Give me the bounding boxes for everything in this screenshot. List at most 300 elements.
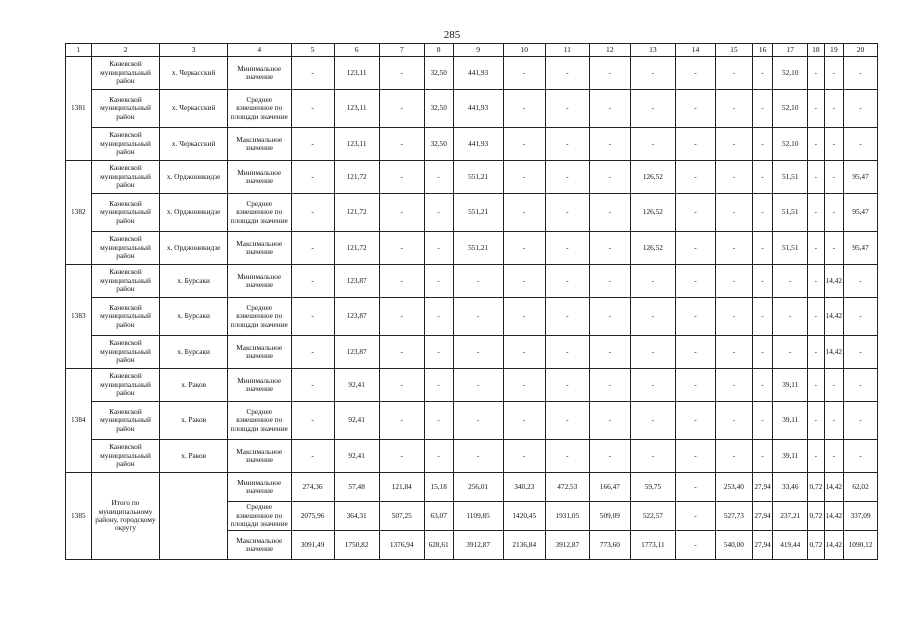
table-cell: - xyxy=(808,90,824,128)
table-cell: - xyxy=(291,265,334,298)
table-cell: - xyxy=(844,90,878,128)
table-cell: - xyxy=(545,57,589,90)
table-cell: 253,40 xyxy=(715,473,752,502)
table-cell: 123,11 xyxy=(334,57,379,90)
table-cell: 51,51 xyxy=(773,161,808,194)
header-cell: 5 xyxy=(291,44,334,57)
table-cell: 0,72 xyxy=(808,502,824,531)
table-cell: х. Черкасский xyxy=(160,128,228,161)
table-cell: - xyxy=(291,402,334,440)
table-cell: 256,01 xyxy=(453,473,503,502)
table-cell: - xyxy=(715,265,752,298)
header-cell: 4 xyxy=(227,44,291,57)
table-cell: - xyxy=(824,57,843,90)
table-cell: 441,93 xyxy=(453,90,503,128)
table-cell: 14,42 xyxy=(824,531,843,560)
table-cell: - xyxy=(589,369,630,402)
table-cell: - xyxy=(808,57,824,90)
table-cell: Каневской муниципальный район xyxy=(91,298,160,336)
table-cell: 2075,96 xyxy=(291,502,334,531)
table-cell: - xyxy=(545,369,589,402)
table-cell: - xyxy=(844,298,878,336)
header-cell: 3 xyxy=(160,44,228,57)
table-cell: - xyxy=(589,298,630,336)
table-cell: - xyxy=(379,128,424,161)
table-cell: - xyxy=(844,369,878,402)
table-cell: - xyxy=(503,336,545,369)
table-cell: - xyxy=(752,128,773,161)
table-cell: 126,52 xyxy=(630,194,675,232)
table-cell: - xyxy=(675,128,715,161)
table-cell: х. Раков xyxy=(160,402,228,440)
table-cell: - xyxy=(675,90,715,128)
table-cell: - xyxy=(545,440,589,473)
table-cell: 27,94 xyxy=(752,502,773,531)
table-cell: х. Бурсаки xyxy=(160,336,228,369)
table-cell: 123,87 xyxy=(334,298,379,336)
table-cell: - xyxy=(752,232,773,265)
table-cell: Среднее взвешенное по площади значение xyxy=(227,194,291,232)
table-cell: - xyxy=(715,194,752,232)
table-cell: - xyxy=(503,90,545,128)
table-cell: - xyxy=(752,336,773,369)
table-cell: 3912,87 xyxy=(545,531,589,560)
table-cell: 39,11 xyxy=(773,440,808,473)
table-cell: 95,47 xyxy=(844,232,878,265)
table-cell: х. Черкасский xyxy=(160,90,228,128)
table-cell: Максимальное значение xyxy=(227,232,291,265)
table-cell: - xyxy=(675,473,715,502)
table-cell: - xyxy=(752,90,773,128)
table-cell: - xyxy=(675,531,715,560)
table-row xyxy=(66,90,878,128)
table-cell: - xyxy=(453,402,503,440)
table-cell: - xyxy=(545,161,589,194)
table-cell: - xyxy=(424,440,453,473)
table-cell: - xyxy=(630,57,675,90)
table-cell: х. Раков xyxy=(160,440,228,473)
table-cell: - xyxy=(379,57,424,90)
table-cell: - xyxy=(715,336,752,369)
table-cell: - xyxy=(379,440,424,473)
table-row xyxy=(66,336,878,369)
header-cell: 16 xyxy=(752,44,773,57)
table-cell: - xyxy=(808,336,824,369)
table-cell: - xyxy=(675,502,715,531)
table-cell: - xyxy=(773,298,808,336)
table-cell: - xyxy=(545,90,589,128)
table-cell: - xyxy=(808,194,824,232)
table-cell: - xyxy=(589,265,630,298)
table-cell: - xyxy=(291,161,334,194)
table-cell: 123,11 xyxy=(334,90,379,128)
table-cell: - xyxy=(808,440,824,473)
page-number: 285 xyxy=(443,29,461,41)
table-cell: - xyxy=(424,194,453,232)
table-cell: Минимальное значение xyxy=(227,57,291,90)
header-cell: 8 xyxy=(424,44,453,57)
table-cell: 1773,11 xyxy=(630,531,675,560)
header-cell: 9 xyxy=(453,44,503,57)
header-cell: 2 xyxy=(91,44,160,57)
table-cell: - xyxy=(715,298,752,336)
table-cell: Каневской муниципальный район xyxy=(91,161,160,194)
table-cell: - xyxy=(844,336,878,369)
table-row xyxy=(66,161,878,194)
header-cell: 11 xyxy=(545,44,589,57)
table-cell: - xyxy=(453,336,503,369)
table-cell: - xyxy=(752,369,773,402)
table-cell: - xyxy=(808,298,824,336)
table-row xyxy=(66,57,878,90)
table-cell: 773,60 xyxy=(589,531,630,560)
table-cell: - xyxy=(589,440,630,473)
table-cell: Минимальное значение xyxy=(227,265,291,298)
table-cell: - xyxy=(675,298,715,336)
table-cell: Среднее взвешенное по площади значение xyxy=(227,90,291,128)
table-cell: х. Бурсаки xyxy=(160,298,228,336)
table-cell: - xyxy=(844,128,878,161)
table-cell: - xyxy=(453,440,503,473)
table-cell: - xyxy=(589,336,630,369)
table-cell: 123,11 xyxy=(334,128,379,161)
table-cell: - xyxy=(844,440,878,473)
table-cell: - xyxy=(291,90,334,128)
table-cell: 551,21 xyxy=(453,161,503,194)
table-cell: 522,57 xyxy=(630,502,675,531)
table-cell: - xyxy=(824,402,843,440)
table-cell: - xyxy=(715,57,752,90)
table-cell: - xyxy=(773,336,808,369)
table-cell: Каневской муниципальный район xyxy=(91,128,160,161)
table-cell: - xyxy=(715,128,752,161)
table-cell: х. Бурсаки xyxy=(160,265,228,298)
table-cell: Каневской муниципальный район xyxy=(91,265,160,298)
table-cell: - xyxy=(424,402,453,440)
table-cell: 27,94 xyxy=(752,473,773,502)
table-cell: 2136,84 xyxy=(503,531,545,560)
table-cell: Каневской муниципальный район xyxy=(91,369,160,402)
table-cell: - xyxy=(675,265,715,298)
table-cell: - xyxy=(453,298,503,336)
table-cell: - xyxy=(503,232,545,265)
table-cell: - xyxy=(453,265,503,298)
table-cell: - xyxy=(589,90,630,128)
table-cell: 39,11 xyxy=(773,402,808,440)
table-cell: - xyxy=(715,161,752,194)
table-cell: - xyxy=(424,298,453,336)
table-cell: 527,73 xyxy=(715,502,752,531)
table-cell: - xyxy=(545,128,589,161)
table-cell: 121,72 xyxy=(334,194,379,232)
header-cell: 6 xyxy=(334,44,379,57)
table-cell: - xyxy=(291,369,334,402)
table-cell: - xyxy=(503,402,545,440)
table-row xyxy=(66,440,878,473)
table-cell: - xyxy=(589,57,630,90)
total-label-cell: Итого по муниципальному району, городскому округу xyxy=(91,473,160,560)
table-cell: - xyxy=(752,265,773,298)
table-row xyxy=(66,128,878,161)
table-cell: 126,52 xyxy=(630,161,675,194)
table-cell: 441,93 xyxy=(453,128,503,161)
table-cell: 3091,49 xyxy=(291,531,334,560)
table-cell: - xyxy=(808,369,824,402)
table-cell: х. Орджоникидзе xyxy=(160,161,228,194)
table-cell: - xyxy=(824,194,843,232)
table-cell: Максимальное значение xyxy=(227,336,291,369)
table-cell: 1931,05 xyxy=(545,502,589,531)
table-cell: 126,52 xyxy=(630,232,675,265)
table-cell: - xyxy=(291,336,334,369)
table-cell: Среднее взвешенное по площади значение xyxy=(227,502,291,531)
table-cell: - xyxy=(752,161,773,194)
table-cell: Каневской муниципальный район xyxy=(91,336,160,369)
table-cell: - xyxy=(503,265,545,298)
table-cell: - xyxy=(291,440,334,473)
table-cell: х. Раков xyxy=(160,369,228,402)
table-cell: - xyxy=(291,57,334,90)
table-cell: 51,51 xyxy=(773,232,808,265)
table-cell: - xyxy=(424,369,453,402)
table-cell: Среднее взвешенное по площади значение xyxy=(227,298,291,336)
table-cell: - xyxy=(291,194,334,232)
table-cell: Минимальное значение xyxy=(227,473,291,502)
table-cell: - xyxy=(589,161,630,194)
table-cell: Каневской муниципальный район xyxy=(91,90,160,128)
table-cell: 32,50 xyxy=(424,128,453,161)
table-cell: - xyxy=(675,232,715,265)
data-table xyxy=(65,43,878,560)
table-cell: - xyxy=(808,265,824,298)
table-cell: 1376,94 xyxy=(379,531,424,560)
table-cell: 15,18 xyxy=(424,473,453,502)
table-cell: - xyxy=(824,90,843,128)
header-cell: 1 xyxy=(66,44,92,57)
table-cell: 509,09 xyxy=(589,502,630,531)
table-cell: 1750,82 xyxy=(334,531,379,560)
table-cell: - xyxy=(545,402,589,440)
table-cell: - xyxy=(752,298,773,336)
table-cell: 551,21 xyxy=(453,194,503,232)
table-cell: 63,07 xyxy=(424,502,453,531)
table-cell: - xyxy=(379,232,424,265)
table-cell: - xyxy=(630,336,675,369)
table-cell: 166,47 xyxy=(589,473,630,502)
table-cell: Максимальное значение xyxy=(227,440,291,473)
table-cell: - xyxy=(752,194,773,232)
table-row xyxy=(66,265,878,298)
table-cell: 14,42 xyxy=(824,298,843,336)
row-number-cell: 1384 xyxy=(66,369,92,473)
table-cell: х. Орджоникидзе xyxy=(160,194,228,232)
row-number-cell: 1383 xyxy=(66,265,92,369)
row-number-cell: 1381 xyxy=(66,57,92,161)
header-cell: 19 xyxy=(824,44,843,57)
table-cell: - xyxy=(503,161,545,194)
table-cell: - xyxy=(630,128,675,161)
table-cell: - xyxy=(379,90,424,128)
table-cell: - xyxy=(675,336,715,369)
header-cell: 7 xyxy=(379,44,424,57)
table-cell: х. Орджоникидзе xyxy=(160,232,228,265)
table-cell: 540,00 xyxy=(715,531,752,560)
table-cell: - xyxy=(503,194,545,232)
table-cell: - xyxy=(589,128,630,161)
table-cell: - xyxy=(291,232,334,265)
table-row xyxy=(66,232,878,265)
table-cell: - xyxy=(589,194,630,232)
table-cell: - xyxy=(379,194,424,232)
table-cell: 274,36 xyxy=(291,473,334,502)
table-cell: - xyxy=(503,57,545,90)
table-cell: 0,72 xyxy=(808,531,824,560)
table-cell: Минимальное значение xyxy=(227,161,291,194)
table-cell: - xyxy=(844,402,878,440)
table-cell: 27,94 xyxy=(752,531,773,560)
table-cell: 237,21 xyxy=(773,502,808,531)
table-cell: 1090,12 xyxy=(844,531,878,560)
table-cell: Каневской муниципальный район xyxy=(91,440,160,473)
table-row xyxy=(66,369,878,402)
table-cell: - xyxy=(503,440,545,473)
table-cell: 92,41 xyxy=(334,440,379,473)
table-cell: 95,47 xyxy=(844,161,878,194)
header-cell: 15 xyxy=(715,44,752,57)
table-cell: - xyxy=(630,440,675,473)
header-row xyxy=(66,44,878,57)
table-cell: 32,50 xyxy=(424,90,453,128)
table-cell: 364,31 xyxy=(334,502,379,531)
table-cell: - xyxy=(675,194,715,232)
total-row xyxy=(66,473,878,502)
table-cell: - xyxy=(844,57,878,90)
table-cell: - xyxy=(424,161,453,194)
row-number-cell: 1382 xyxy=(66,161,92,265)
table-cell: - xyxy=(453,369,503,402)
header-cell: 14 xyxy=(675,44,715,57)
table-cell: 14,42 xyxy=(824,265,843,298)
table-cell: Каневской муниципальный район xyxy=(91,57,160,90)
table-cell: 3912,87 xyxy=(453,531,503,560)
table-cell: 121,72 xyxy=(334,232,379,265)
header-cell: 10 xyxy=(503,44,545,57)
table-cell: 0,72 xyxy=(808,473,824,502)
table-cell: Среднее взвешенное по площади значение xyxy=(227,402,291,440)
table-cell: - xyxy=(675,440,715,473)
table-row xyxy=(66,194,878,232)
table-cell: - xyxy=(545,232,589,265)
table-cell: - xyxy=(715,90,752,128)
table-cell: - xyxy=(589,232,630,265)
table-cell: 52,10 xyxy=(773,57,808,90)
table-cell: 52,10 xyxy=(773,128,808,161)
table-cell: - xyxy=(545,336,589,369)
table-cell: - xyxy=(379,161,424,194)
table-cell: - xyxy=(424,265,453,298)
table-cell: 123,87 xyxy=(334,265,379,298)
table-cell: Каневской муниципальный район xyxy=(91,194,160,232)
table-cell: - xyxy=(379,265,424,298)
table-cell: - xyxy=(630,265,675,298)
table-cell: 123,87 xyxy=(334,336,379,369)
table-cell: 14,42 xyxy=(824,502,843,531)
table-cell: Максимальное значение xyxy=(227,128,291,161)
table-cell: - xyxy=(424,336,453,369)
table-cell: - xyxy=(424,232,453,265)
table-cell: - xyxy=(630,298,675,336)
table-cell: 95,47 xyxy=(844,194,878,232)
table-cell: - xyxy=(715,369,752,402)
table-cell: Каневской муниципальный район xyxy=(91,232,160,265)
table-cell: Максимальное значение xyxy=(227,531,291,560)
table-cell: 92,41 xyxy=(334,402,379,440)
header-cell: 12 xyxy=(589,44,630,57)
table-cell: - xyxy=(379,336,424,369)
table-row xyxy=(66,402,878,440)
table-cell: 1109,85 xyxy=(453,502,503,531)
table-cell: 62,02 xyxy=(844,473,878,502)
table-cell: - xyxy=(291,298,334,336)
table-cell: Каневской муниципальный район xyxy=(91,402,160,440)
table-cell: 92,41 xyxy=(334,369,379,402)
table-cell: - xyxy=(291,128,334,161)
table-cell: - xyxy=(808,128,824,161)
table-cell: 1420,45 xyxy=(503,502,545,531)
table-cell: - xyxy=(589,402,630,440)
table-cell: 507,25 xyxy=(379,502,424,531)
table-cell: 57,48 xyxy=(334,473,379,502)
row-number-cell: 1385 xyxy=(66,473,92,560)
table-cell: - xyxy=(752,402,773,440)
table-cell: 337,09 xyxy=(844,502,878,531)
table-cell: - xyxy=(379,298,424,336)
table-cell: - xyxy=(715,402,752,440)
table-cell: 14,42 xyxy=(824,336,843,369)
table-cell: 121,72 xyxy=(334,161,379,194)
table-cell: - xyxy=(824,369,843,402)
header-cell: 13 xyxy=(630,44,675,57)
table-cell: - xyxy=(808,232,824,265)
table-cell: - xyxy=(675,161,715,194)
table-cell: 59,75 xyxy=(630,473,675,502)
table-cell: - xyxy=(824,161,843,194)
table-cell: - xyxy=(379,402,424,440)
table-cell: - xyxy=(773,265,808,298)
table-cell: 472,53 xyxy=(545,473,589,502)
table-cell: - xyxy=(808,402,824,440)
table-cell: - xyxy=(630,369,675,402)
table-cell: 14,42 xyxy=(824,473,843,502)
table-cell: - xyxy=(545,194,589,232)
table-cell: - xyxy=(630,90,675,128)
table-cell: 551,21 xyxy=(453,232,503,265)
table-cell: 441,93 xyxy=(453,57,503,90)
header-cell: 17 xyxy=(773,44,808,57)
table-cell: - xyxy=(503,128,545,161)
table-cell: Минимальное значение xyxy=(227,369,291,402)
table-cell: 32,50 xyxy=(424,57,453,90)
table-cell: 121,84 xyxy=(379,473,424,502)
table-cell: - xyxy=(824,128,843,161)
table-cell xyxy=(160,473,228,560)
header-cell: 20 xyxy=(844,44,878,57)
table-cell: 628,61 xyxy=(424,531,453,560)
table-cell: - xyxy=(808,161,824,194)
header-cell: 18 xyxy=(808,44,824,57)
table-cell: - xyxy=(630,402,675,440)
table-cell: - xyxy=(824,232,843,265)
